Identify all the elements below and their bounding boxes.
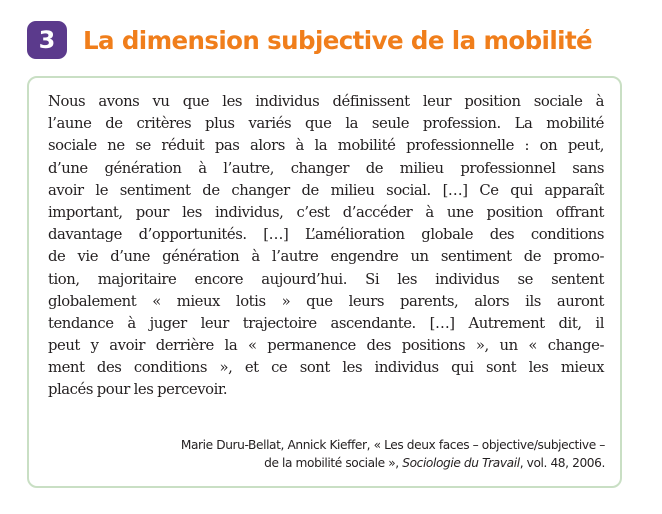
excerpt-line: d’une génération à l’autre, changer de milieu professionnel sans bbox=[48, 159, 604, 177]
section-title: La dimension subjective de la mobilité bbox=[83, 25, 593, 55]
citation-publication-suffix: , vol. 48, 2006. bbox=[519, 455, 605, 470]
excerpt-line: important, pour les individus, c’est d’accéder à une position offrant bbox=[48, 203, 604, 221]
excerpt-line: Nous avons vu que les individus définissent leur position sociale à bbox=[48, 93, 604, 110]
excerpt-line: globalement « mieux lotis » que leurs parents, alors ils auront bbox=[48, 292, 604, 310]
excerpt-line: sociale ne se réduit pas alors à la mobilité professionnelle : on peut, bbox=[48, 137, 604, 155]
document-excerpt-box bbox=[27, 76, 622, 488]
section-header bbox=[27, 20, 592, 60]
excerpt-line: de vie d’une génération à l’autre engendre un sentiment de promo- bbox=[48, 248, 604, 266]
excerpt-line: avoir le sentiment de changer de milieu social. […] Ce qui apparaît bbox=[48, 181, 604, 199]
section-number-badge: 3 bbox=[27, 21, 67, 59]
excerpt-line: l’aune de critères plus variés que la seule profession. La mobilité bbox=[48, 115, 604, 133]
excerpt-line: davantage d’opportunités. […] L’amélioration globale des conditions bbox=[48, 226, 604, 244]
citation-publication-prefix: de la mobilité sociale », bbox=[264, 455, 403, 470]
source-citation bbox=[181, 437, 605, 472]
citation-authors-title: Marie Duru-Bellat, Annick Kieffer, « Les deux faces – objective/subjective – bbox=[180, 438, 605, 452]
citation-publication bbox=[181, 455, 605, 473]
excerpt-line: placés pour les percevoir. bbox=[48, 381, 228, 399]
excerpt-text bbox=[48, 91, 604, 402]
excerpt-line: tendance à juger leur trajectoire ascendante. […] Autrement dit, il bbox=[48, 314, 604, 332]
excerpt-line: tion, majoritaire encore aujourd’hui. Si les individus se sentent bbox=[48, 270, 604, 288]
excerpt-line: ment des conditions », et ce sont les individus qui sont les mieux bbox=[48, 359, 604, 377]
citation-journal: Sociologie du Travail bbox=[402, 455, 520, 470]
excerpt-line: peut y avoir derrière la « permanence des positions », un « change- bbox=[48, 337, 604, 355]
